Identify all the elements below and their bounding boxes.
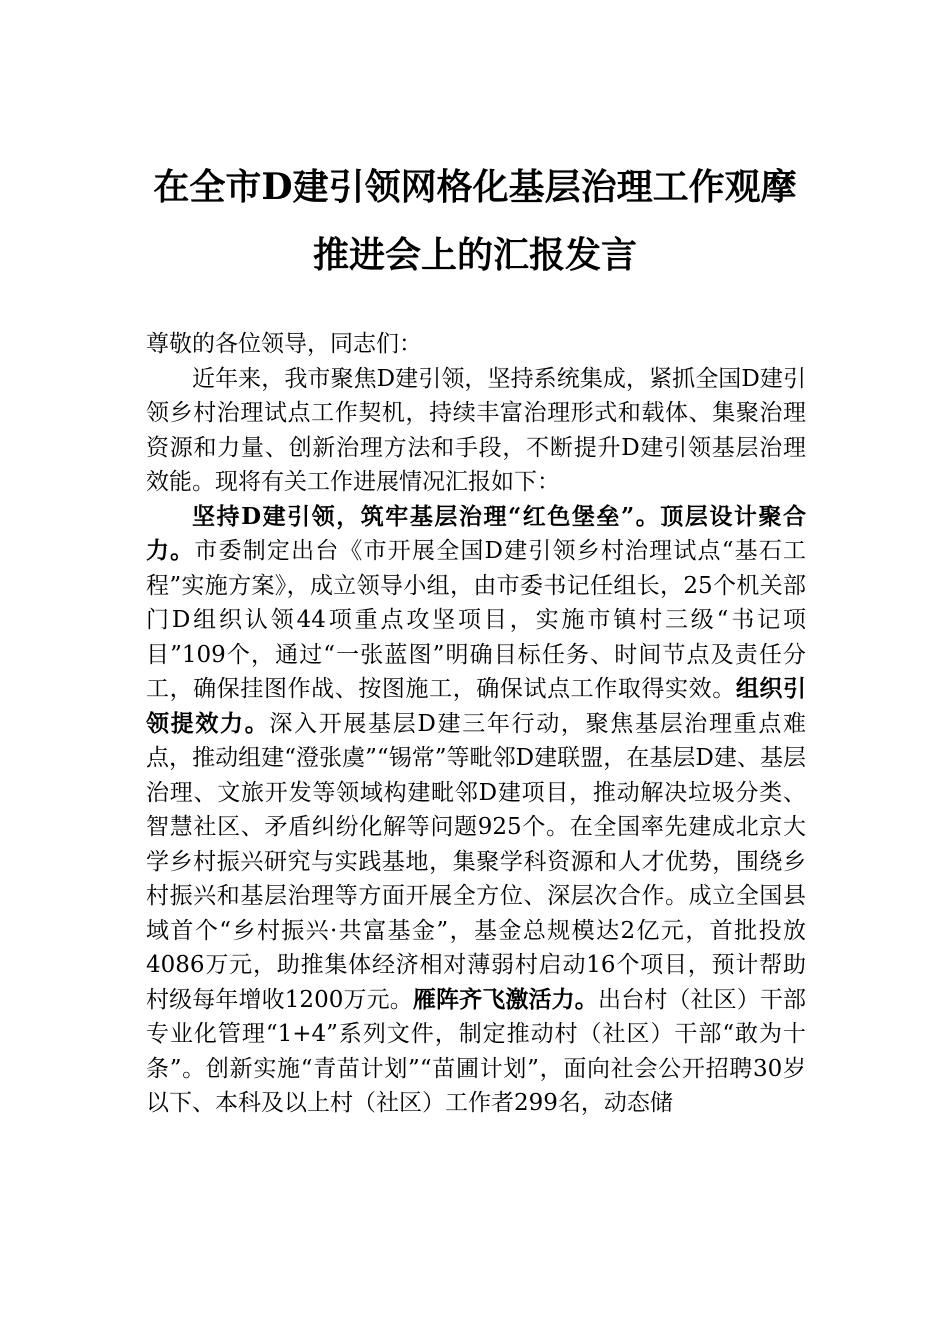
intro-paragraph: 近年来，我市聚焦D建引领，坚持系统集成，紧抓全国D建引领乡村治理试点工作契机，持续丰富治理形式和载体、集聚治理资源和力量、创新治理方法和手段，不断提升D建引领基层治理效能。现将有关工作进展情况汇报如下： — [146, 365, 806, 495]
section-1-paragraph — [146, 500, 806, 1121]
document-title-line-1: 在全市D建引领网格化基层治理工作观摩 — [153, 166, 797, 208]
point-1-heading: 顶层设计聚合力。 — [146, 502, 807, 564]
point-3-heading: 雁阵齐飞激活力。 — [412, 985, 598, 1013]
document-title-line-2: 推进会上的汇报发言 — [312, 234, 637, 276]
salutation: 尊敬的各位领导，同志们： — [146, 331, 422, 357]
point-1-text: 市委制定出台《市开展全国D建引领乡村治理试点“基石工程”实施方案》，成立领导小组，由市委书记任组长，25个机关部门D组织认领44项重点攻坚项目，实施市镇村三级“书记项目”109个，通过“一张蓝图”明确目标任务、时间节点及责任分工，确保挂图作战、按图施工，确保试点工作取得实效。 — [146, 538, 806, 702]
point-3-text: 出台村（社区）干部专业化管理“1+4”系列文件，制定推动村（社区）干部“敢为十条”。创新实施“青苗计划”“苗圃计划”，面向社会公开招聘30岁以下、本科及以上村（社区）工作者299名，动态储 — [146, 986, 806, 1116]
document-body — [146, 327, 806, 1121]
section-1-heading: 坚持D建引领，筑牢基层治理“红色堡垒”。 — [192, 502, 661, 530]
point-2-text: 深入开展基层D建三年行动，聚焦基层治理重点难点，推动组建“澄张虞”“锡常”等毗邻D建联盟，在基层D建、基层治理、文旅开发等领域构建毗邻D建项目，推动解决垃圾分类、智慧社区、矛盾纠纷化解等问题925个。在全国率先建成北京大学乡村振兴研究与实践基地，集聚学科资源和人才优势，围绕乡村振兴和基层治理等方面开展全方位、深层次合作。成立全国县域首个“乡村振兴·共富基金”，基金总规模达2亿元，首批投放4086万元，助推集体经济相对薄弱村启动16个项目，预计帮助村级每年增收1200万元。 — [146, 710, 806, 1013]
point-2-heading: 组织引领提效力。 — [146, 675, 807, 737]
